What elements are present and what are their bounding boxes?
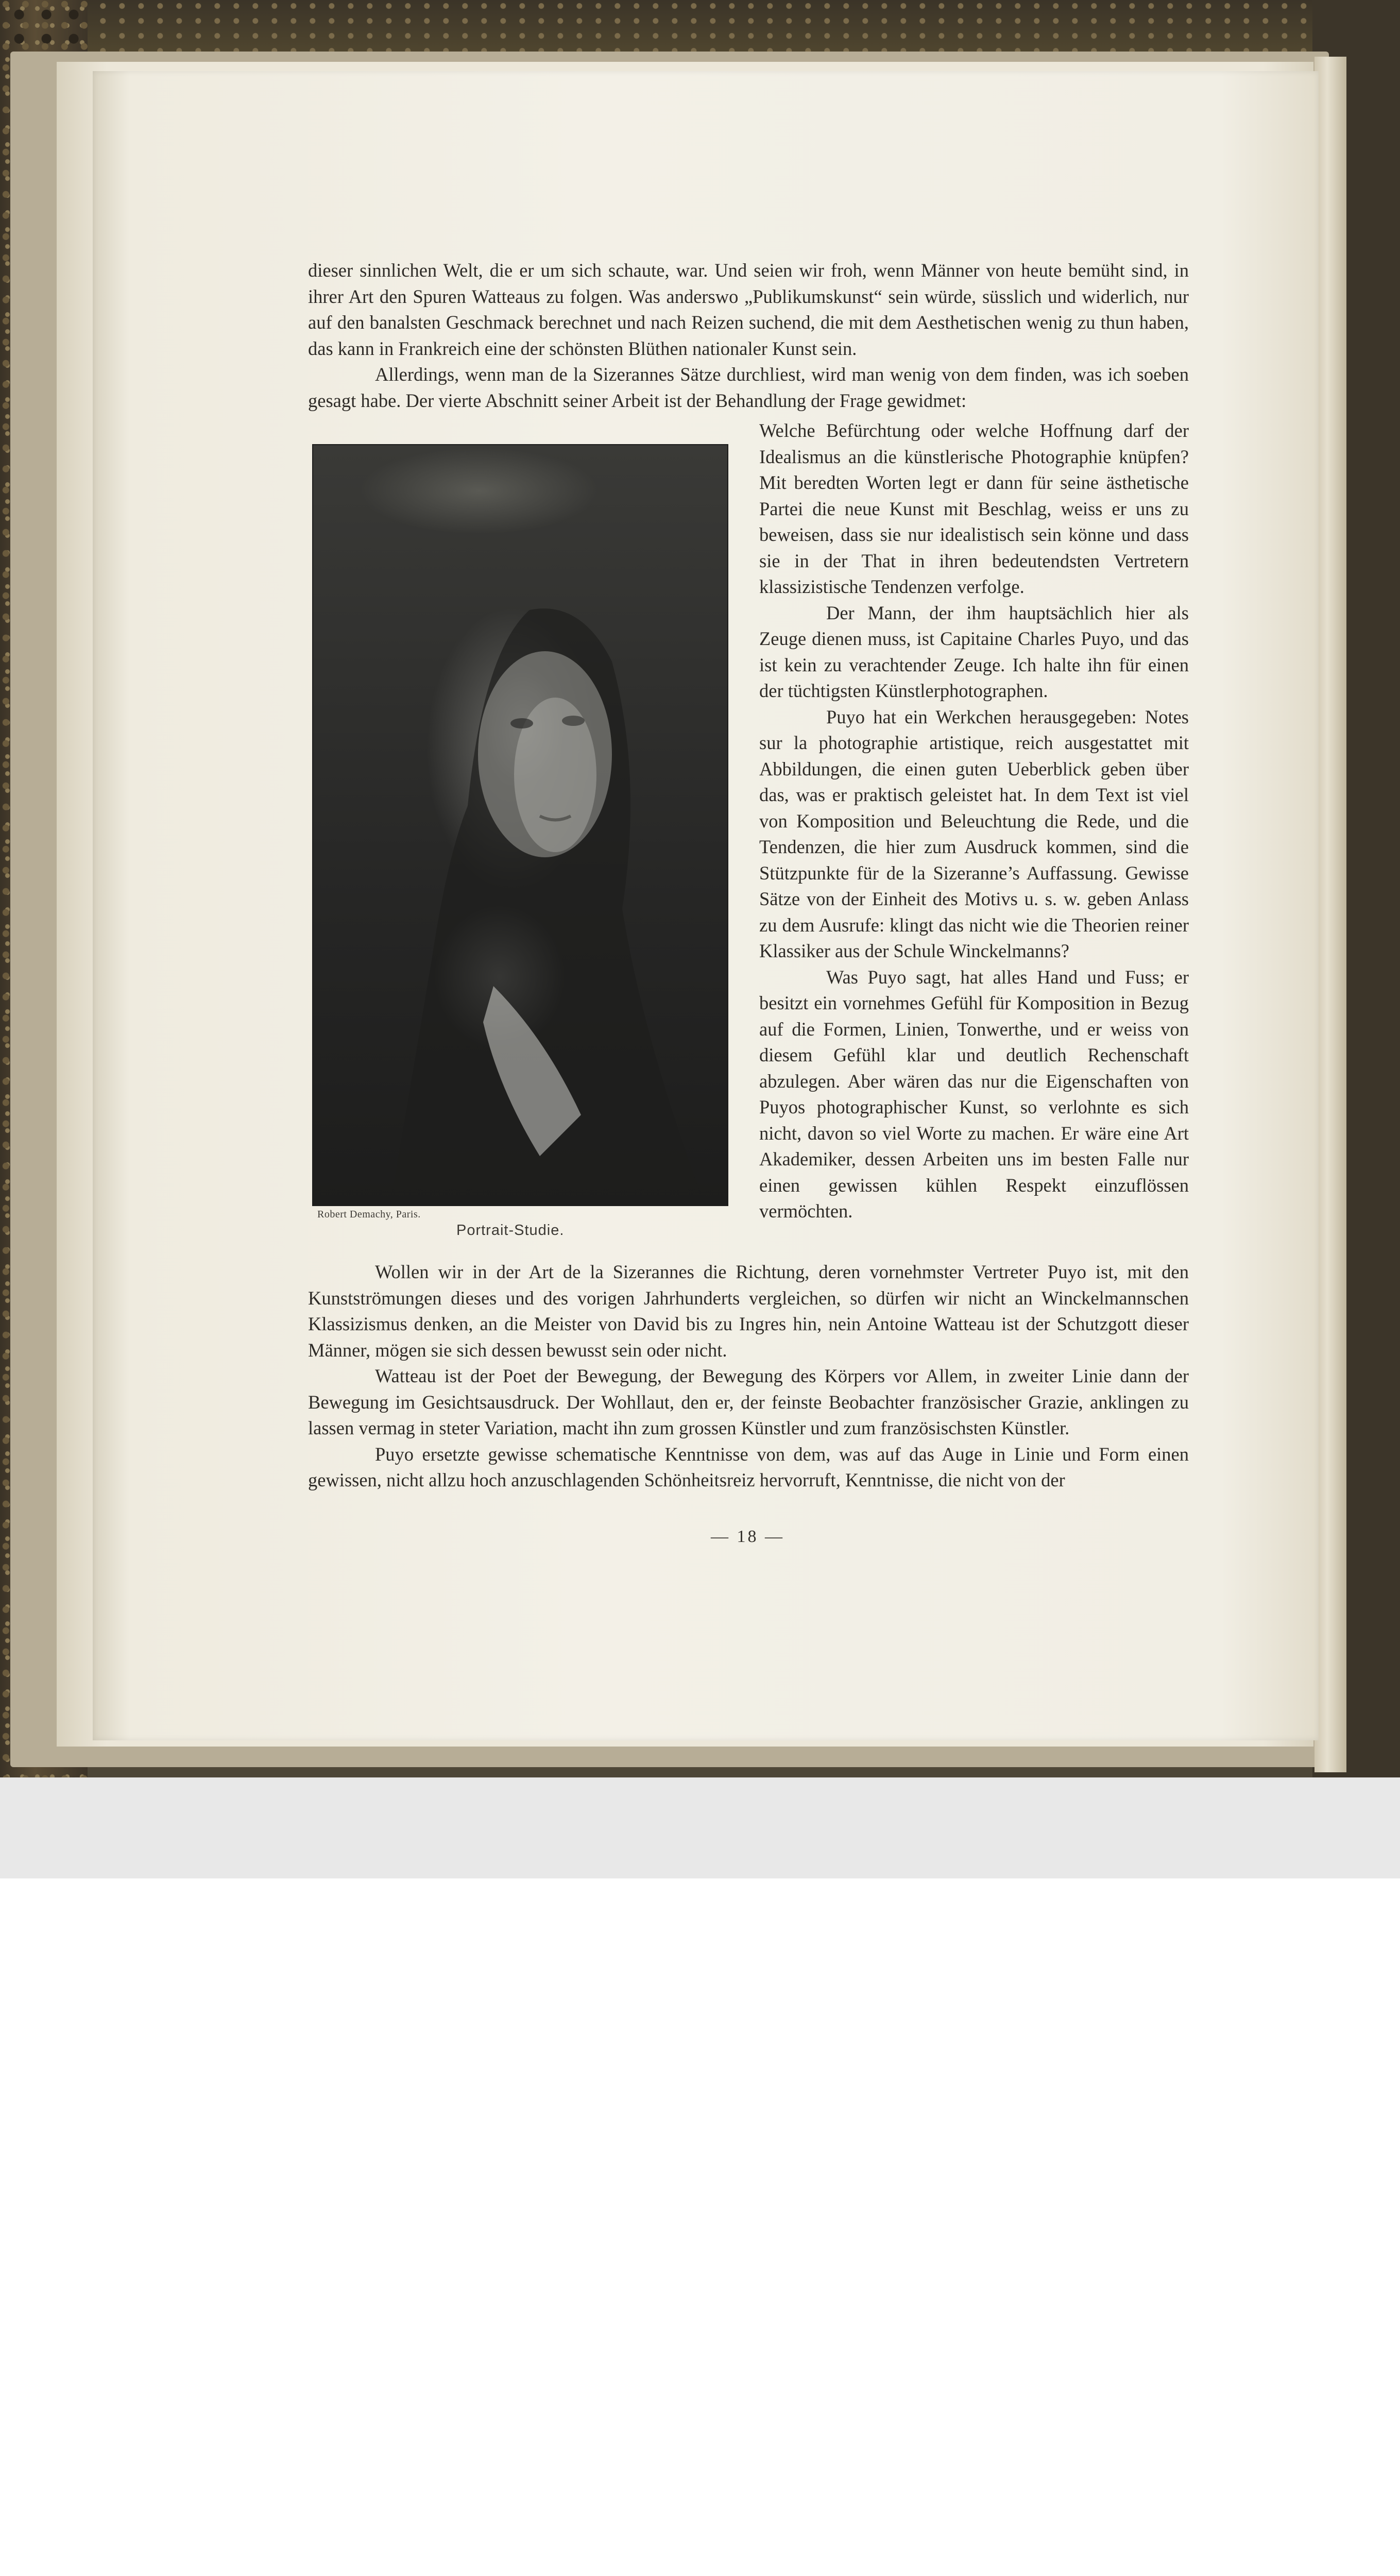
paragraph: Puyo ersetzte gewisse schematische Kenntnisse von dem, was auf das Auge in Linie und Form einen gewissen, nicht allzu hoch anzuschlagenden Schönheitsreiz hervorruft, Kenntnisse, die nicht von der	[308, 1443, 1189, 1490]
paragraph: Der Mann, der ihm hauptsächlich hier als Zeuge dienen muss, ist Capitaine Charles Puyo, und das ist kein zu verachtender Zeuge. Ich halte ihn für einen der tüchtigsten Künstlerphotographen.	[759, 602, 1189, 701]
text-block-top	[308, 258, 1189, 414]
paragraph: Welche Befürchtung oder welche Hoffnung darf der Idealismus an die künstlerische Photographie knüpfen? Mit beredten Worten legt er dann für seine ästhetische Partei die neue Kunst mit Beschlag, weiss er uns zu beweisen, dass sie nur idealistisch sein könne und dass sie in der That in ihren bedeutendsten Vertretern klassizistische Tendenzen verfolge.	[759, 420, 1189, 597]
paragraph: Allerdings, wenn man de la Sizerannes Sätze durchliest, wird man wenig von dem finden, was ich soeben gesagt habe. Der vierte Abschnitt seiner Arbeit ist der Behandlung der Frage gewidmet:	[308, 364, 1189, 411]
paragraph: Puyo hat ein Werkchen herausgegeben: Notes sur la photographie artistique, reich ausgestattet mit Abbildungen, die einen guten Ueberblick geben über das, was er praktisch geleistet hat. In dem Text ist viel von Komposition und Beleuchtung die Rede, und die Tendenzen, die hier zum Ausdruck kommen, sind die Stützpunkte für de la Sizeranne’s Auffassung. Gewisse Sätze von der Einheit des Motivs u. s. w. geben Anlass zu dem Ausrufe: klingt das nicht wie die Theorien reiner Klassiker aus der Schule Winckelmanns?	[759, 706, 1189, 961]
footer-bar	[0, 1777, 1400, 1878]
portrait-photograph	[312, 444, 728, 1206]
photo-caption: Portrait-Studie.	[456, 1222, 565, 1239]
paragraph: Watteau ist der Poet der Bewegung, der Bewegung des Körpers vor Allem, in zweiter Linie dann der Bewegung im Gesichtsausdruck. Der Wohllaut, den er, der feinste Beobachter französischer Grazie, anklingen zu lassen vermag in steter Variation, macht ihn zum grossen Künstler und zum französischsten Künstler.	[308, 1365, 1189, 1438]
book-top-edge	[0, 0, 1400, 57]
paragraph: dieser sinnlichen Welt, die er um sich schaute, war. Und seien wir froh, wenn Männer von heute bemüht sind, in ihrer Art den Spuren Watteaus zu folgen. Was anderswo „Publikumskunst“ sein würde, süsslich und widerlich, nur auf den banalsten Geschmack berechnet und nach Reizen suchend, die mit dem Aesthetischen wenig zu thun haben, das kann in Frankreich eine der schönsten Blüthen nationaler Kunst sein.	[308, 260, 1189, 359]
text-block-bottom	[308, 1259, 1189, 1494]
portrait-figure	[313, 445, 727, 1205]
page-right-edge	[1314, 57, 1346, 1772]
page-number: — 18 —	[711, 1527, 784, 1546]
photo-credit: Robert Demachy, Paris.	[317, 1209, 421, 1220]
paragraph: Wollen wir in der Art de la Sizerannes die Richtung, deren vornehmster Vertreter Puyo ist, mit den Kunstströmungen dieses und des vorigen Jahrhunderts vergleichen, so dürfen wir nicht an Winckelmannschen Klassizismus denken, an die Meister von David bis zu Ingres hin, nein Antoine Watteau ist der Schutzgott dieser Männer, mögen sie sich dessen bewusst sein oder nicht.	[308, 1261, 1189, 1361]
text-block-right	[759, 418, 1189, 1225]
paragraph: Was Puyo sagt, hat alles Hand und Fuss; er besitzt ein vornehmes Gefühl für Komposition in Bezug auf die Formen, Linien, Tonwerthe, und er weiss von diesem Gefühl klar und deutlich Rechenschaft abzulegen. Aber wären das nur die Eigenschaften von Puyos photographischer Kunst, so verlohnte es sich nicht, davon so viel Worte zu machen. Er wäre eine Art Akademiker, dessen Arbeiten uns im besten Falle nur einen gewissen kühlen Respekt einzuflössen vermöchten.	[759, 966, 1189, 1222]
